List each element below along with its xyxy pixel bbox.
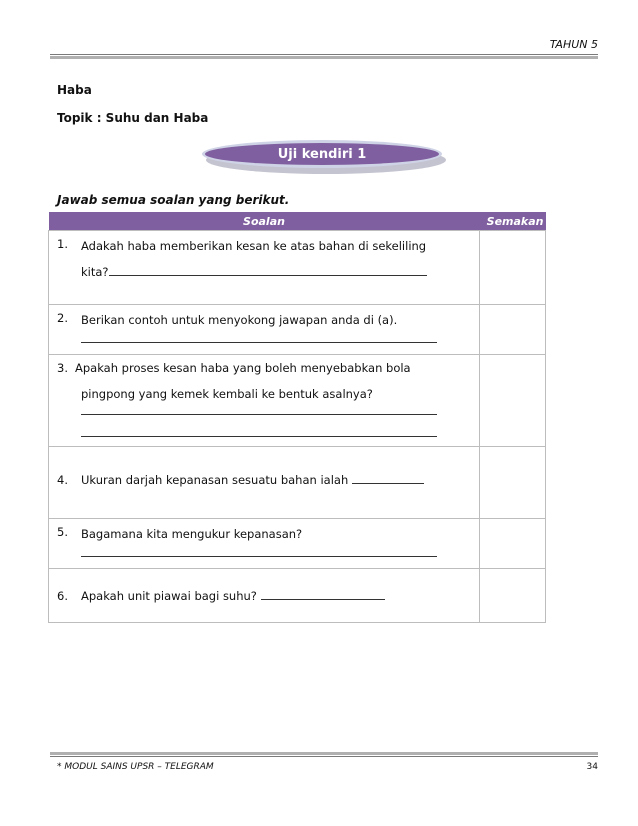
instruction-text: Jawab semua soalan yang berikut. <box>57 193 290 207</box>
page-number: 34 <box>586 762 598 772</box>
table-header-row <box>49 212 546 231</box>
question-row-3 <box>49 355 546 447</box>
subject-title: Haba <box>57 83 92 97</box>
question-cell <box>49 231 480 305</box>
question-row-6 <box>49 569 546 623</box>
question-row-5 <box>49 519 546 569</box>
question-number: 5. <box>57 525 68 539</box>
question-number: 2. <box>57 311 68 325</box>
question-text: Adakah haba memberikan kesan ke atas bahan di sekeliling <box>81 239 427 253</box>
semakan-cell[interactable] <box>480 355 546 447</box>
question-cell <box>49 305 480 355</box>
topic-title: Topik : Suhu dan Haba <box>57 111 209 125</box>
question-text: Berikan contoh untuk menyokong jawapan anda di (a). <box>81 313 398 327</box>
question-row-4 <box>49 447 546 519</box>
semakan-cell[interactable] <box>480 305 546 355</box>
uji-kendiri-badge <box>202 140 442 168</box>
question-number: 4. <box>57 473 68 487</box>
question-text: Ukuran darjah kepanasan sesuatu bahan ialah <box>81 467 473 493</box>
semakan-cell[interactable] <box>480 569 546 623</box>
answer-blank[interactable] <box>352 469 424 484</box>
question-table <box>48 212 546 623</box>
semakan-cell[interactable] <box>480 519 546 569</box>
answer-blank[interactable] <box>81 423 437 437</box>
footer-divider <box>50 752 598 757</box>
question-text: Apakah proses kesan haba yang boleh menyebabkan bola <box>75 361 411 375</box>
question-number: 3. <box>57 361 68 375</box>
badge-label: Uji kendiri 1 <box>277 146 367 162</box>
question-row-1 <box>49 231 546 305</box>
question-cell <box>49 569 480 623</box>
semakan-cell[interactable] <box>480 231 546 305</box>
question-text: Bagamana kita mengukur kepanasan? <box>81 527 303 541</box>
column-header-semakan: Semakan <box>480 212 546 231</box>
question-cell <box>49 519 480 569</box>
question-number: 6. <box>57 589 68 603</box>
question-cell <box>49 355 480 447</box>
answer-blank[interactable] <box>109 261 427 276</box>
semakan-cell[interactable] <box>480 447 546 519</box>
question-row-2 <box>49 305 546 355</box>
answer-blank[interactable] <box>261 585 385 600</box>
question-text-continued: kita? <box>81 259 473 285</box>
question-text-continued: pingpong yang kemek kembali ke bentuk asalnya? <box>81 387 373 401</box>
question-cell <box>49 447 480 519</box>
header-divider <box>50 54 598 59</box>
question-text: Apakah unit piawai bagi suhu? <box>81 583 473 609</box>
footer-module-label: * MODUL SAINS UPSR – TELEGRAM <box>57 762 214 772</box>
question-number: 1. <box>57 237 68 251</box>
header-grade: TAHUN 5 <box>549 38 598 51</box>
column-header-soalan: Soalan <box>49 212 480 231</box>
